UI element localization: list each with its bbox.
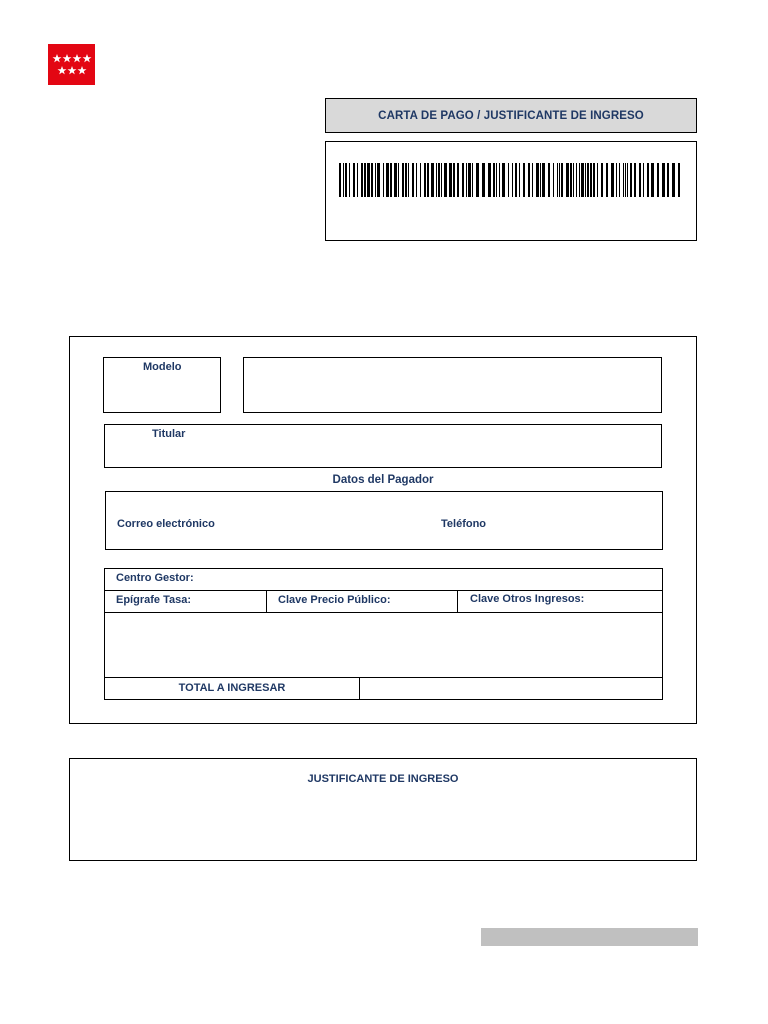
barcode-bar [398,163,399,197]
barcode-bar [386,163,389,197]
barcode-bar [472,163,473,197]
titular-field[interactable] [104,424,662,468]
clave-precio-publico-label: Clave Precio Público: [278,594,391,606]
document-title-text: CARTA DE PAGO / JUSTIFICANTE DE INGRESO [378,109,644,122]
barcode-bar [667,163,669,197]
barcode-bar [361,163,363,197]
barcode-bar [345,163,347,197]
barcode-bar [606,163,608,197]
barcode-bar [601,163,603,197]
barcode-bar [482,163,485,197]
barcode-bar [616,163,617,197]
barcode-bar [449,163,452,197]
total-label: TOTAL A INGRESAR [178,682,286,694]
barcode-bar [657,163,659,197]
stars-icon [52,53,92,77]
barcode-bar [339,163,341,197]
barcode-bar [438,163,440,197]
barcode-bar [573,163,574,197]
barcode-bar [630,163,632,197]
barcode-bar [678,163,680,197]
barcode-bar [416,163,417,197]
barcode-bar [371,163,373,197]
barcode-bar [540,163,541,197]
barcode-bar [561,163,563,197]
barcode-bar [611,163,614,197]
clave-otros-ingresos-label: Clave Otros Ingresos: [470,593,585,605]
barcode-bar [559,163,560,197]
barcode-bar [593,163,595,197]
correo-label: Correo electrónico [117,518,215,530]
barcode-bar [553,163,554,197]
barcode-bar [353,163,355,197]
barcode-bar [585,163,586,197]
barcode-bar [377,163,380,197]
barcode-bar [542,163,545,197]
barcode-bar [462,163,464,197]
barcode-bar [408,163,409,197]
barcode-bar [496,163,497,197]
barcode-bar [523,163,525,197]
modelo-label: Modelo [143,361,182,373]
barcode-bar [412,163,414,197]
barcode-bar [528,163,530,197]
barcode-bar [394,163,397,197]
footer-bar [481,928,698,946]
barcode-bar [512,163,513,197]
barcode-bar [383,163,384,197]
barcode-bar [488,163,491,197]
barcode-bar [431,163,434,197]
barcode-bar [587,163,589,197]
barcode-bar [424,163,426,197]
barcode-bar [625,163,626,197]
barcode-bar [436,163,437,197]
barcode-bar [343,163,344,197]
barcode-bar [502,163,505,197]
barcode-bar [557,163,558,197]
barcode-bar [364,163,366,197]
barcode-bar [441,163,442,197]
barcode-bar [367,163,370,197]
barcode-bar [532,163,533,197]
barcode-icon [339,163,683,197]
barcode-bar [357,163,358,197]
barcode-bar [570,163,572,197]
barcode-bar [444,163,447,197]
barcode-bar [457,163,459,197]
barcode-bar [647,163,649,197]
epigrafe-tasa-label: Epígrafe Tasa: [116,594,191,606]
barcode-bar [623,163,624,197]
barcode-bar [627,163,628,197]
centro-gestor-label: Centro Gestor: [116,572,194,584]
barcode-box [325,141,697,241]
comunidad-madrid-logo [48,44,95,85]
barcode-bar [519,163,520,197]
barcode-bar [662,163,665,197]
modelo-value-field[interactable] [243,357,662,413]
barcode-bar [597,163,598,197]
barcode-bar [579,163,580,197]
barcode-bar [466,163,467,197]
barcode-bar [643,163,644,197]
barcode-bar [536,163,539,197]
barcode-bar [634,163,636,197]
barcode-bar [651,163,654,197]
telefono-label: Teléfono [441,518,487,530]
justificante-title: JUSTIFICANTE DE INGRESO [307,773,459,785]
document-title [325,98,697,133]
barcode-bar [576,163,577,197]
barcode-bar [619,163,620,197]
barcode-bar [508,163,509,197]
barcode-bar [566,163,569,197]
pagador-section-title: Datos del Pagador [332,474,434,486]
barcode-bar [405,163,407,197]
barcode-bar [453,163,455,197]
barcode-bar [427,163,429,197]
detalle-field[interactable] [104,612,663,678]
barcode-bar [581,163,584,197]
barcode-bar [476,163,479,197]
barcode-bar [499,163,500,197]
barcode-bar [639,163,641,197]
barcode-bar [420,163,421,197]
barcode-bar [672,163,675,197]
total-value-field[interactable] [359,677,663,700]
barcode-bar [515,163,517,197]
barcode-bar [375,163,376,197]
barcode-bar [493,163,495,197]
barcode-bar [590,163,592,197]
titular-label: Titular [152,428,186,440]
barcode-bar [548,163,550,197]
barcode-bar [349,163,350,197]
barcode-bar [468,163,471,197]
barcode-bar [402,163,404,197]
barcode-bar [390,163,392,197]
